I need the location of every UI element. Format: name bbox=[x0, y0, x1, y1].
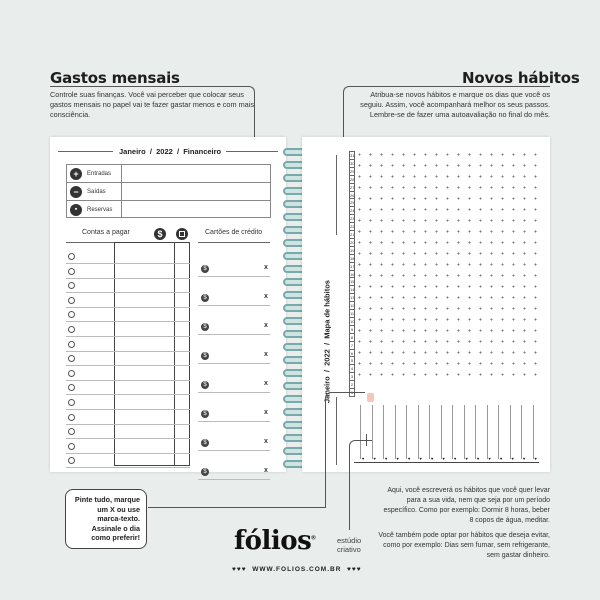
card-x-mark: x bbox=[264, 467, 268, 474]
heart-icon: ♥ bbox=[523, 456, 526, 461]
bill-row-line bbox=[66, 424, 190, 425]
habits-header: Janeiro / 2022 / Mapa de hábitos bbox=[322, 280, 332, 403]
day-box[interactable]: 27 bbox=[350, 184, 355, 190]
day-box[interactable]: 9 bbox=[350, 326, 354, 332]
heart-icon: ♥ bbox=[454, 456, 457, 461]
plus-icon: + bbox=[70, 168, 82, 180]
day-box[interactable]: 29 bbox=[350, 168, 355, 174]
habit-column-line bbox=[429, 405, 430, 459]
finance-header: Janeiro / 2022 / Financeiro bbox=[119, 147, 222, 156]
bill-row-line bbox=[66, 292, 190, 293]
bubble-connector-bottom bbox=[148, 507, 326, 508]
habits-explanation-2: Você também pode optar por hábitos que deseja evitar, como por exemplo: Dias sem fumar, sem refrigerante, sem gastar dinheiro. bbox=[378, 532, 550, 559]
day-box[interactable]: 18 bbox=[350, 255, 355, 261]
heart-icon: ♥ bbox=[465, 456, 468, 461]
day-box[interactable]: 25 bbox=[350, 200, 355, 206]
minus-icon: − bbox=[70, 186, 82, 198]
habit-column-line bbox=[475, 405, 476, 459]
habit-column-line bbox=[464, 405, 465, 459]
bill-row-line bbox=[66, 453, 190, 454]
brand-url: ♥♥♥ WWW.FOLIOS.COM.BR ♥♥♥ bbox=[232, 566, 362, 573]
day-box[interactable]: 10 bbox=[350, 318, 355, 324]
bill-row-line bbox=[66, 365, 190, 366]
bill-checkbox[interactable] bbox=[68, 399, 75, 406]
habit-column-line bbox=[395, 405, 396, 459]
bill-checkbox[interactable] bbox=[68, 253, 75, 260]
highlight-mark bbox=[367, 393, 374, 402]
day-box[interactable]: 12 bbox=[350, 303, 355, 309]
day-box[interactable]: 5 bbox=[350, 358, 354, 364]
bill-row-line bbox=[66, 351, 190, 352]
habit-dot-grid bbox=[354, 149, 539, 379]
heart-icon: ♥ bbox=[511, 456, 514, 461]
bill-row-line bbox=[66, 263, 190, 264]
card-row-line bbox=[198, 305, 270, 306]
summary-label-entradas: Entradas bbox=[87, 171, 112, 177]
right-callout-text: Atribua-se novos hábitos e marque os dias que você os seguiu. Assim, você acompanhará melhor os seus passos. Lembre-se de fazer uma autoavaliação no final do mês. bbox=[360, 90, 550, 119]
habit-column-line bbox=[521, 405, 522, 459]
card-x-mark: x bbox=[264, 380, 268, 387]
habit-column-line bbox=[406, 405, 407, 459]
right-callout-connector bbox=[343, 86, 550, 142]
heart-icon: ♥ bbox=[534, 456, 537, 461]
bill-checkbox[interactable] bbox=[68, 297, 75, 304]
day-box[interactable]: 19 bbox=[350, 247, 355, 253]
left-callout-title: Gastos mensais bbox=[50, 69, 180, 87]
bill-checkbox[interactable] bbox=[68, 268, 75, 275]
brand-logo bbox=[234, 526, 315, 556]
habits-explanation-1: Aqui, você escreverá os hábitos que você quer levar para a sua vida, nem que seja por um período específico. Como por exemplo: Dormir 8 horas, beber 8 copos de água, meditar. bbox=[383, 487, 550, 524]
bill-row-line bbox=[66, 394, 190, 395]
day-box[interactable]: 3 bbox=[350, 374, 354, 380]
day-box[interactable]: 21 bbox=[350, 232, 355, 237]
bill-row-line bbox=[66, 278, 190, 279]
card-dollar-icon: $ bbox=[201, 381, 209, 389]
habit-column-line bbox=[510, 405, 511, 459]
tip-bubble: Pinte tudo, marque um X ou use marca-texto. Assinale o dia como preferir! bbox=[65, 489, 147, 549]
heart-icon: ♥ bbox=[385, 456, 388, 461]
card-dollar-icon: $ bbox=[201, 410, 209, 418]
bill-row-line bbox=[66, 307, 190, 308]
habit-column-line bbox=[452, 405, 453, 459]
bill-row-line bbox=[66, 467, 190, 468]
card-dollar-icon: $ bbox=[201, 352, 209, 360]
calendar-icon bbox=[176, 228, 188, 240]
right-callout-title: Novos hábitos bbox=[462, 69, 580, 87]
heart-icon: ♥ bbox=[362, 456, 365, 461]
card-row-line bbox=[198, 479, 270, 480]
left-callout-connector bbox=[50, 86, 255, 142]
card-row-line bbox=[198, 363, 270, 364]
bill-checkbox[interactable] bbox=[68, 370, 75, 377]
card-x-mark: x bbox=[264, 264, 268, 271]
day-box[interactable]: 30 bbox=[350, 160, 355, 166]
card-x-mark: x bbox=[264, 293, 268, 300]
habit-column-line bbox=[383, 405, 384, 459]
brand-name: fólios bbox=[234, 526, 312, 556]
heart-icon: ♥ bbox=[442, 456, 445, 461]
card-row-line bbox=[198, 450, 270, 451]
day-box[interactable]: 15 bbox=[350, 279, 355, 285]
bill-checkbox[interactable] bbox=[68, 414, 75, 421]
finance-page bbox=[50, 137, 286, 475]
bill-checkbox[interactable] bbox=[68, 326, 75, 333]
heart-icon: ♥ bbox=[431, 456, 434, 461]
card-dollar-icon: $ bbox=[201, 323, 209, 331]
card-dollar-icon: $ bbox=[201, 294, 209, 302]
bills-grid bbox=[66, 242, 190, 466]
bill-row-line bbox=[66, 380, 190, 381]
habit-column-line bbox=[498, 405, 499, 459]
card-x-mark: x bbox=[264, 409, 268, 416]
day-box[interactable]: 11 bbox=[350, 311, 355, 316]
bills-header: Contas a pagar bbox=[82, 229, 130, 236]
brand-sub1: estúdio bbox=[337, 536, 362, 545]
day-box[interactable]: 24 bbox=[350, 208, 355, 214]
habit-column-line bbox=[441, 405, 442, 459]
heart-icon: ♥ bbox=[500, 456, 503, 461]
card-x-mark: x bbox=[264, 438, 268, 445]
day-box[interactable]: 22 bbox=[350, 224, 355, 230]
habit-column-line bbox=[487, 405, 488, 459]
habit-baseline bbox=[354, 462, 539, 463]
heart-icon: ♥ bbox=[477, 456, 480, 461]
card-dollar-icon: $ bbox=[201, 439, 209, 447]
cards-header: Cartões de crédito bbox=[205, 229, 263, 236]
summary-label-saidas: Saídas bbox=[87, 189, 106, 195]
heart-icon: ♥ bbox=[419, 456, 422, 461]
day-box[interactable]: 16 bbox=[350, 271, 355, 277]
day-box[interactable]: 6 bbox=[350, 350, 354, 356]
day-box[interactable]: 23 bbox=[350, 216, 355, 222]
bill-checkbox[interactable] bbox=[68, 443, 75, 450]
day-box[interactable]: 26 bbox=[350, 192, 355, 198]
card-row-line bbox=[198, 334, 270, 335]
heart-icon: ♥ bbox=[408, 456, 411, 461]
left-callout-text: Controle suas finanças. Você vai perceber que colocar seus gastos mensais no papel vai te fazer gastar menos e com mais consciência. bbox=[50, 90, 255, 119]
brand-reg: ® bbox=[311, 535, 316, 542]
dollar-icon: $ bbox=[154, 228, 166, 240]
heart-icon: ♥ bbox=[373, 456, 376, 461]
day-box[interactable]: 17 bbox=[350, 263, 355, 269]
bill-row-line bbox=[66, 321, 190, 322]
day-box[interactable]: 20 bbox=[350, 239, 355, 245]
heart-icon: ♥ bbox=[488, 456, 491, 461]
right-text-connector bbox=[349, 440, 372, 530]
card-row-line bbox=[198, 276, 270, 277]
card-x-mark: x bbox=[264, 322, 268, 329]
card-x-mark: x bbox=[264, 351, 268, 358]
card-row-line bbox=[198, 392, 270, 393]
brand-sub2: criativo bbox=[337, 545, 361, 554]
day-box[interactable]: 31 bbox=[350, 153, 355, 158]
habit-column-line bbox=[533, 405, 534, 459]
card-row-line bbox=[198, 421, 270, 422]
bill-row-line bbox=[66, 438, 190, 439]
day-box[interactable]: 8 bbox=[350, 334, 354, 340]
bill-checkbox[interactable] bbox=[68, 341, 75, 348]
card-dollar-icon: $ bbox=[201, 265, 209, 273]
day-box[interactable]: 7 bbox=[350, 342, 354, 348]
day-box[interactable]: 13 bbox=[350, 295, 355, 301]
day-box[interactable]: 1 bbox=[350, 390, 354, 395]
day-box[interactable]: 4 bbox=[350, 366, 354, 372]
day-box[interactable]: 14 bbox=[350, 287, 355, 293]
card-dollar-icon: $ bbox=[201, 468, 209, 476]
summary-label-reservas: Reservas bbox=[87, 207, 113, 213]
piggy-bank-icon: ▪ bbox=[70, 204, 82, 216]
bill-row-line bbox=[66, 409, 190, 410]
day-box[interactable]: 28 bbox=[350, 176, 355, 182]
habit-column-line bbox=[418, 405, 419, 459]
day-box[interactable]: 2 bbox=[350, 382, 354, 388]
heart-icon: ♥ bbox=[396, 456, 399, 461]
bill-row-line bbox=[66, 336, 190, 337]
